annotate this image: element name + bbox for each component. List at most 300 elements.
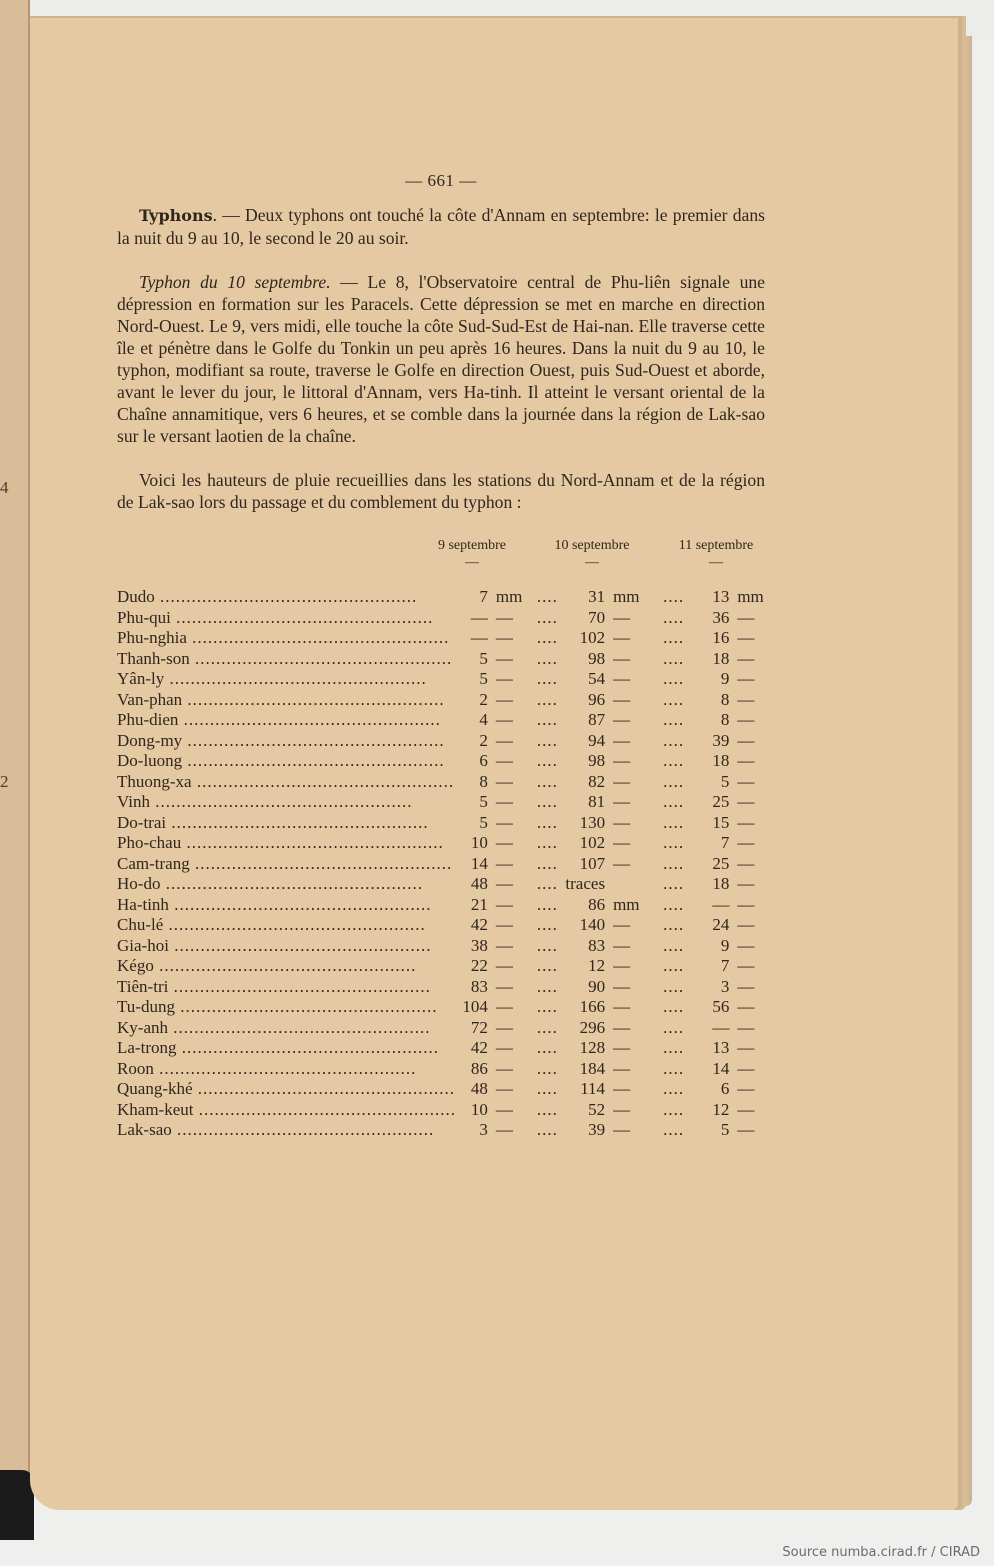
table-row [117, 997, 772, 1018]
value-9-sept: 48 [470, 874, 488, 893]
paragraph-text: — Le 8, l'Observatoire central de Phu-liên signale une dépression en formation sur les Paracels. Cette dépression se met en marche en direction Nord-Ouest. Le 9, vers midi, elle touche la côte Sud-Sud-Est de Hai-nan. Elle traverse cette île et pénètre dans le Golfe du Tonkin un peu après 16 heures. Dans la nuit du 9 au 10, le typhon, modifiant sa route, traverse le Golfe en direction Ouest, puis Sud-Ouest et aborde, avant le lever du jour, le littoral d'Annam, vers Ha-tinh. Il atteint le versant oriental de la Chaîne annamitique, vers 6 heures, et se comble dans la journée dans la région de Lak-sao sur le versant laotien de la chaîne. [117, 272, 765, 446]
value-10-sept: 184 [579, 1058, 606, 1078]
separator: .... [536, 689, 558, 709]
unit-9-sept: — [495, 1038, 513, 1057]
value-11-sept: — [712, 894, 730, 914]
separator: .... [663, 833, 685, 852]
station-name [117, 1018, 456, 1039]
separator: .... [536, 1038, 558, 1057]
value-10-sept: 98 [588, 648, 606, 668]
separator: .... [536, 587, 558, 606]
value-11-sept: 24 [712, 915, 730, 934]
separator: .... [663, 812, 685, 832]
unit-9-sept: — [495, 976, 513, 996]
unit-11-sept: — [737, 853, 755, 873]
unit-11-sept: — [737, 689, 755, 709]
unit-10-sept: — [613, 689, 631, 709]
station-label: La-trong ..... [117, 1038, 439, 1057]
station-label: Yân-ly ..... [117, 669, 427, 688]
separator: .... [536, 997, 558, 1016]
station-label: Kégo ..... [117, 956, 416, 975]
value-11-sept: 39 [712, 730, 730, 750]
station-label: Quang-khé ..... [117, 1079, 455, 1098]
table-row [117, 628, 772, 649]
separator: .... [536, 1017, 558, 1037]
value-10-sept: 54 [588, 669, 606, 688]
table-row [117, 608, 772, 629]
value-9-sept: 5 [479, 669, 488, 688]
value-10-sept: traces [565, 874, 606, 893]
value-10-sept: 52 [588, 1099, 606, 1119]
station-label: Do-trai ..... [117, 813, 429, 832]
separator: .... [536, 1079, 558, 1098]
value-11-sept: 18 [712, 648, 730, 668]
value-10-sept: 140 [579, 915, 606, 934]
separator: .... [536, 771, 558, 791]
station-name [117, 854, 456, 875]
station-label: Phu-nghia ..... [117, 628, 449, 647]
table-row [117, 854, 772, 875]
station-name [117, 874, 456, 895]
value-10-sept: 98 [588, 751, 606, 770]
value-11-sept: 9 [720, 935, 730, 955]
value-9-sept: 5 [479, 792, 488, 811]
separator: .... [536, 669, 558, 688]
unit-9-sept: — [495, 710, 513, 729]
unit-11-sept: — [737, 1120, 755, 1139]
unit-9-sept: — [495, 751, 513, 770]
separator: .... [536, 833, 558, 852]
value-11-sept: 8 [720, 689, 730, 709]
column-header-rules [117, 557, 765, 569]
separator: .... [536, 751, 558, 770]
separator: .... [536, 710, 558, 729]
separator: .... [536, 956, 558, 975]
value-10-sept: 39 [588, 1120, 606, 1139]
separator: .... [663, 1099, 685, 1119]
value-11-sept: 12 [712, 1099, 730, 1119]
value-9-sept: 7 [479, 587, 488, 606]
table-row [117, 1059, 772, 1080]
unit-9-sept: — [495, 915, 513, 934]
separator: .... [536, 853, 558, 873]
station-name [117, 1038, 456, 1059]
table-row [117, 710, 772, 731]
station-label: Thuong-xa ..... [117, 772, 454, 791]
value-9-sept: 2 [479, 730, 488, 750]
unit-9-sept: — [495, 853, 513, 873]
separator: .... [663, 1058, 685, 1078]
unit-11-sept: — [737, 956, 755, 975]
separator: .... [663, 1017, 685, 1037]
unit-10-sept: — [613, 1099, 631, 1119]
value-10-sept: 114 [580, 1079, 606, 1098]
separator: .... [663, 771, 685, 791]
unit-9-sept: — [495, 628, 513, 647]
table-row [117, 813, 772, 834]
station-name [117, 710, 456, 731]
value-11-sept: 15 [712, 812, 730, 832]
unit-11-sept: — [737, 1017, 755, 1037]
paragraph-typhon-10-septembre [117, 271, 765, 447]
station-name [117, 792, 456, 813]
rainfall-table [117, 587, 772, 1141]
separator: .... [536, 935, 558, 955]
unit-9-sept: — [495, 1120, 513, 1139]
value-10-sept: 82 [588, 771, 606, 791]
unit-10-sept: — [613, 669, 631, 688]
value-10-sept: 70 [588, 607, 606, 627]
value-11-sept: 7 [720, 833, 730, 852]
value-11-sept: 13 [712, 1038, 730, 1057]
unit-11-sept: — [737, 935, 755, 955]
station-name [117, 628, 456, 649]
separator: .... [536, 976, 558, 996]
station-label: Kham-keut ..... [117, 1100, 456, 1119]
unit-11-sept: — [737, 1058, 755, 1078]
separator: .... [663, 1120, 685, 1139]
paragraph-text: . — Deux typhons ont touché la côte d'Annam en septembre: le premier dans la nuit du 9 au 10, le second le 20 au soir. [117, 205, 765, 248]
value-10-sept: 90 [588, 976, 606, 996]
unit-10-sept: — [613, 997, 631, 1016]
station-name [117, 895, 456, 916]
table-row [117, 751, 772, 772]
unit-10-sept: — [613, 628, 631, 647]
table-row [117, 669, 772, 690]
station-name [117, 813, 456, 834]
value-9-sept: — [470, 607, 488, 627]
separator: .... [663, 648, 685, 668]
station-label: Lak-sao ..... [117, 1120, 434, 1139]
value-10-sept: 81 [588, 792, 606, 811]
station-label: Van-phan ..... [117, 690, 445, 709]
unit-9-sept: — [495, 935, 513, 955]
station-name [117, 772, 456, 793]
unit-11-sept: — [737, 648, 755, 668]
separator: .... [663, 689, 685, 709]
station-name [117, 833, 456, 854]
header-rule: — [585, 555, 599, 570]
separator: .... [663, 997, 685, 1016]
value-11-sept: — [712, 1017, 730, 1037]
unit-10-sept: — [613, 771, 631, 791]
unit-9-sept: — [495, 689, 513, 709]
unit-10-sept: — [613, 751, 631, 770]
value-11-sept: 6 [720, 1079, 730, 1098]
separator: .... [536, 648, 558, 668]
value-10-sept: 83 [588, 935, 606, 955]
station-label: Ky-anh ..... [117, 1018, 430, 1037]
unit-11-sept: — [737, 976, 755, 996]
station-name [117, 1100, 456, 1121]
unit-9-sept: — [495, 1099, 513, 1119]
separator: .... [663, 710, 685, 729]
table-row [117, 956, 772, 977]
separator: .... [536, 894, 558, 914]
unit-11-sept: — [737, 1099, 755, 1119]
unit-9-sept: mm [495, 587, 523, 606]
station-label: Dong-my ..... [117, 731, 445, 750]
separator: .... [663, 730, 685, 750]
page-number: — 661 — [405, 171, 477, 190]
value-11-sept: 36 [712, 607, 730, 627]
separator: .... [663, 935, 685, 955]
value-10-sept: 107 [579, 853, 606, 873]
unit-11-sept: — [737, 771, 755, 791]
unit-11-sept: — [737, 669, 755, 688]
station-label: Dudo ..... [117, 587, 417, 606]
subheading-typhon-10: Typhon du 10 septembre. [139, 272, 331, 292]
facing-page-edge [0, 0, 30, 1490]
table-row [117, 977, 772, 998]
unit-10-sept [605, 874, 653, 895]
value-9-sept: 6 [479, 751, 488, 770]
paragraph-table-intro: Voici les hauteurs de pluie recueillies dans les stations du Nord-Annam et de la région de Lak-sao lors du passage et du comblement du typhon : [117, 470, 765, 512]
separator: .... [663, 628, 685, 647]
station-name [117, 587, 456, 608]
unit-10-sept: — [613, 956, 631, 975]
value-9-sept: 2 [479, 689, 488, 709]
separator: .... [663, 894, 685, 914]
station-name [117, 936, 456, 957]
column-header-10-sept: 10 septembre [554, 538, 630, 553]
unit-9-sept: — [495, 874, 513, 893]
binding-shadow [0, 1470, 34, 1540]
separator: .... [663, 853, 685, 873]
value-10-sept: 296 [579, 1017, 606, 1037]
separator: .... [663, 1038, 685, 1057]
station-name [117, 1120, 456, 1141]
station-name [117, 915, 456, 936]
table-row [117, 649, 772, 670]
value-10-sept: 128 [579, 1038, 606, 1057]
value-10-sept: 102 [579, 628, 606, 647]
separator: .... [663, 792, 685, 811]
separator: .... [663, 669, 685, 688]
value-10-sept: 12 [588, 956, 606, 975]
value-10-sept: 31 [588, 587, 606, 606]
header-rule: — [709, 555, 723, 570]
value-9-sept: 42 [470, 915, 488, 934]
station-name [117, 997, 456, 1018]
value-9-sept: 10 [470, 1099, 488, 1119]
separator: .... [663, 874, 685, 893]
unit-10-sept: mm [613, 894, 640, 914]
table-row [117, 792, 772, 813]
station-label: Thanh-son ..... [117, 649, 452, 668]
separator: .... [663, 915, 685, 934]
value-9-sept: 4 [479, 710, 488, 729]
unit-11-sept: — [737, 710, 755, 729]
table-row [117, 690, 772, 711]
table-row [117, 915, 772, 936]
separator: .... [536, 874, 558, 893]
separator: .... [536, 1120, 558, 1139]
station-label: Do-luong ..... [117, 751, 445, 770]
value-9-sept: 42 [470, 1038, 488, 1057]
station-label: Cam-trang ..... [117, 854, 452, 873]
value-11-sept: 25 [712, 792, 730, 811]
value-9-sept: 38 [470, 935, 488, 955]
unit-10-sept: — [613, 792, 631, 811]
value-11-sept: 56 [712, 997, 730, 1016]
value-9-sept: 10 [470, 833, 488, 852]
unit-11-sept: — [737, 915, 755, 934]
section-heading-typhons: Typhons [139, 206, 213, 225]
separator: .... [663, 956, 685, 975]
table-row [117, 1120, 772, 1141]
value-9-sept: 8 [479, 771, 488, 791]
unit-9-sept: — [495, 1017, 513, 1037]
margin-mark: 2 [0, 772, 9, 791]
separator: .... [663, 751, 685, 770]
station-name [117, 1079, 456, 1100]
station-label: Gia-hoi ..... [117, 936, 431, 955]
table-row [117, 833, 772, 854]
station-label: Ha-tinh ..... [117, 895, 431, 914]
unit-10-sept: — [613, 1058, 631, 1078]
unit-9-sept: — [495, 792, 513, 811]
separator: .... [663, 587, 685, 606]
table-row [117, 772, 772, 793]
unit-11-sept: — [737, 1038, 755, 1057]
station-name [117, 690, 456, 711]
value-10-sept: 102 [579, 833, 606, 852]
value-11-sept: 9 [720, 669, 730, 688]
paragraph-typhons [117, 204, 765, 249]
value-10-sept: 130 [579, 812, 606, 832]
unit-9-sept: — [495, 1079, 513, 1098]
value-11-sept: 14 [712, 1058, 730, 1078]
unit-9-sept: — [495, 956, 513, 975]
unit-9-sept: — [495, 1058, 513, 1078]
table-row [117, 936, 772, 957]
unit-10-sept: — [613, 1120, 631, 1139]
unit-9-sept: — [495, 648, 513, 668]
station-name [117, 608, 456, 629]
value-9-sept: 72 [470, 1017, 488, 1037]
unit-10-sept: mm [613, 587, 640, 606]
unit-11-sept: — [737, 751, 755, 770]
separator: .... [663, 607, 685, 627]
unit-9-sept: — [495, 730, 513, 750]
station-label: Tiên-tri ..... [117, 977, 431, 996]
value-9-sept: 5 [479, 812, 488, 832]
value-11-sept: 3 [720, 976, 730, 996]
separator: .... [536, 1099, 558, 1119]
separator: .... [536, 1058, 558, 1078]
value-9-sept: 14 [470, 853, 488, 873]
station-label: Ho-do ..... [117, 874, 423, 893]
separator: .... [663, 1079, 685, 1098]
unit-10-sept: — [613, 607, 631, 627]
value-11-sept: 5 [720, 1120, 730, 1139]
station-name [117, 1059, 456, 1080]
page-content [117, 170, 765, 1141]
table-row [117, 874, 772, 895]
station-label: Pho-chau ..... [117, 833, 444, 852]
column-header-9-sept: 9 septembre [437, 538, 507, 553]
unit-11-sept: mm [737, 587, 764, 606]
value-11-sept: 16 [712, 628, 730, 647]
unit-11-sept: — [737, 628, 755, 647]
station-name [117, 956, 456, 977]
unit-11-sept: — [737, 1079, 755, 1098]
value-11-sept: 8 [720, 710, 730, 729]
source-credit: Source numba.cirad.fr / CIRAD [782, 1545, 980, 1560]
table-row [117, 1100, 772, 1121]
station-name [117, 649, 456, 670]
value-11-sept: 7 [720, 956, 730, 975]
separator: .... [536, 792, 558, 811]
table-row [117, 731, 772, 752]
value-11-sept: 25 [712, 853, 730, 873]
unit-11-sept: — [737, 730, 755, 750]
value-10-sept: 96 [588, 689, 606, 709]
value-9-sept: 22 [470, 956, 488, 975]
station-name [117, 731, 456, 752]
unit-10-sept: — [613, 648, 631, 668]
value-9-sept: — [470, 628, 488, 647]
unit-9-sept: — [495, 812, 513, 832]
station-label: Roon ..... [117, 1059, 416, 1078]
value-11-sept: 18 [712, 751, 730, 770]
column-header-11-sept: 11 septembre [678, 538, 754, 553]
table-column-headers [117, 535, 765, 557]
value-11-sept: 13 [712, 587, 730, 606]
value-10-sept: 87 [588, 710, 606, 729]
unit-11-sept: — [737, 874, 755, 893]
station-name [117, 977, 456, 998]
unit-10-sept: — [613, 1017, 631, 1037]
table-row [117, 1079, 772, 1100]
value-9-sept: 21 [470, 894, 488, 914]
value-9-sept: 5 [479, 648, 488, 668]
table-row [117, 1038, 772, 1059]
unit-10-sept: — [613, 853, 631, 873]
value-9-sept: 3 [479, 1120, 488, 1139]
value-9-sept: 48 [470, 1079, 488, 1098]
unit-9-sept: — [495, 833, 513, 852]
unit-10-sept: — [613, 833, 631, 852]
unit-11-sept: — [737, 894, 755, 914]
value-11-sept: 18 [712, 874, 730, 893]
value-11-sept: 5 [720, 771, 730, 791]
value-10-sept: 94 [588, 730, 606, 750]
unit-11-sept: — [737, 607, 755, 627]
unit-10-sept: — [613, 710, 631, 729]
unit-11-sept: — [737, 812, 755, 832]
unit-10-sept: — [613, 915, 631, 934]
value-10-sept: 166 [579, 997, 606, 1016]
unit-10-sept: — [613, 812, 631, 832]
value-10-sept: 86 [588, 894, 606, 914]
station-name [117, 669, 456, 690]
unit-10-sept: — [613, 1038, 631, 1057]
unit-9-sept: — [495, 894, 513, 914]
table-row [117, 1018, 772, 1039]
header-rule: — [465, 555, 479, 570]
separator: .... [536, 628, 558, 647]
value-9-sept: 86 [470, 1058, 488, 1078]
unit-11-sept: — [737, 997, 755, 1016]
unit-9-sept: — [495, 669, 513, 688]
station-label: Tu-dung ..... [117, 997, 437, 1016]
table-row [117, 895, 772, 916]
station-label: Phu-qui ..... [117, 608, 433, 627]
unit-9-sept: — [495, 997, 513, 1016]
table-row [117, 587, 772, 608]
